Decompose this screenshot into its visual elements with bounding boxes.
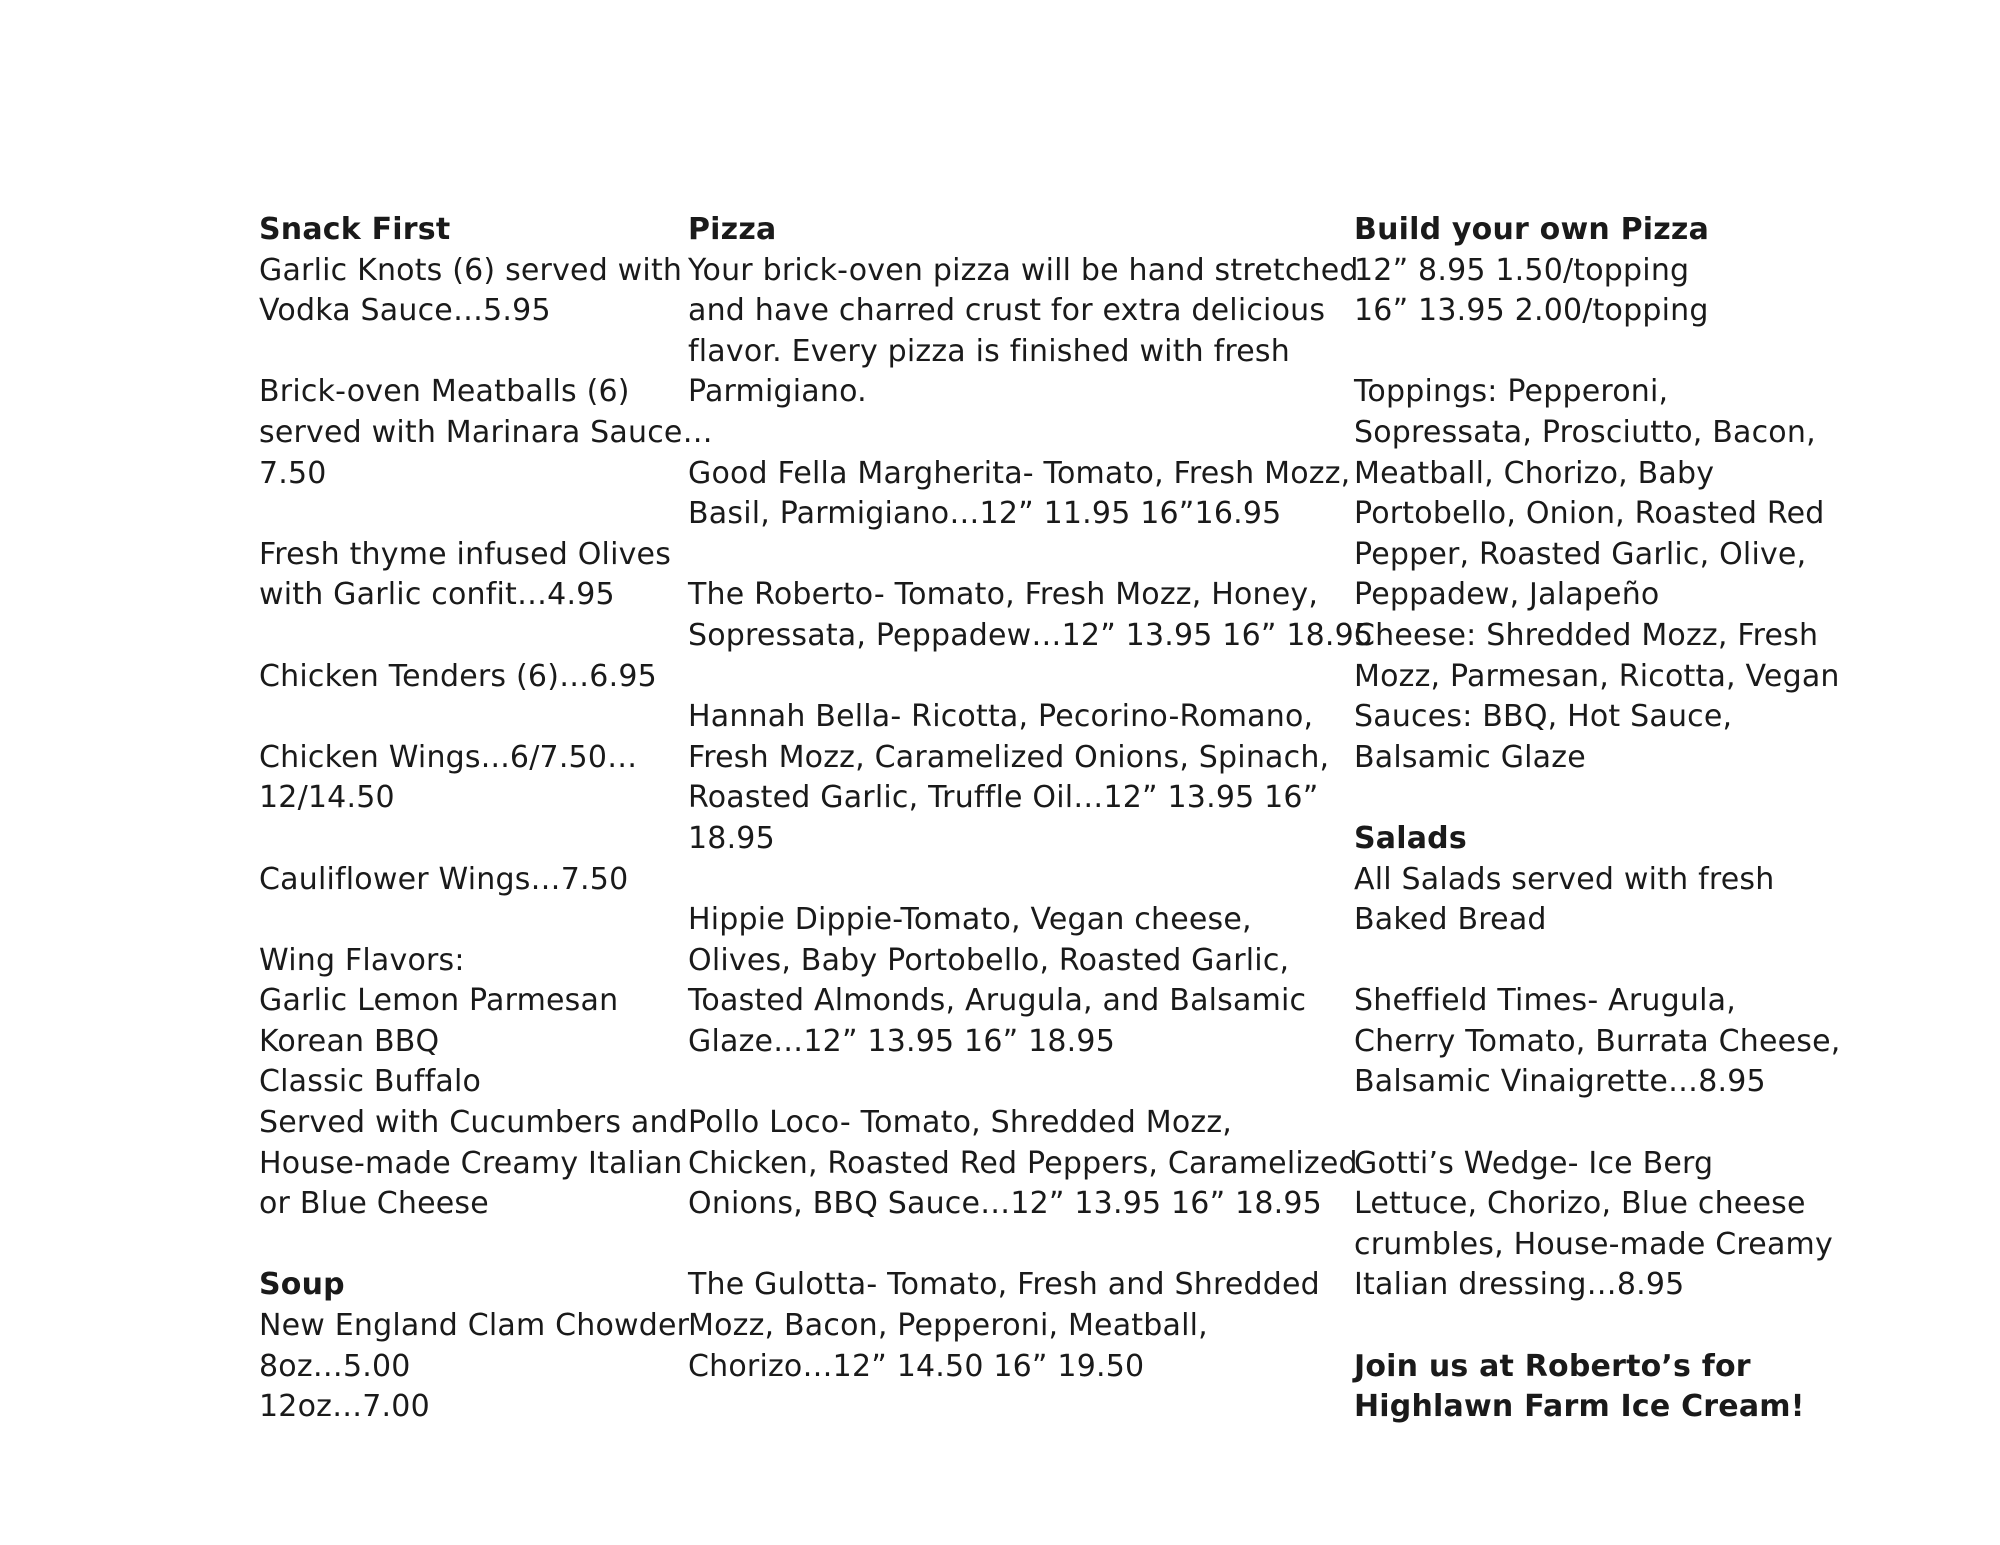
item-line: served with Marinara Sauce… [259,414,713,450]
item-line: Meatball, Chorizo, Baby [1354,455,1715,491]
item-line: 18.95 [688,820,775,856]
item-line: Toppings: Pepperoni, [1354,374,1669,410]
item-line: The Roberto- Tomato, Fresh Mozz, Honey, [688,577,1319,613]
item-line: Balsamic Glaze [1354,739,1586,775]
item-line: Glaze…12” 13.95 16” 18.95 [688,1023,1115,1059]
item-line: Garlic Knots (6) served with [259,252,683,288]
menu-column-middle [688,210,1374,1387]
item-line: Balsamic Vinaigrette…8.95 [1354,1064,1766,1100]
item-line: Cherry Tomato, Burrata Cheese, [1354,1023,1841,1059]
item-line: Fresh thyme infused Olives [259,536,672,572]
item-line: Brick-oven Meatballs (6) [259,374,630,410]
item-line: Sauces: BBQ, Hot Sauce, [1354,699,1733,735]
item-line: Roasted Garlic, Truffle Oil…12” 13.95 16” [688,780,1319,816]
item-line: Gotti’s Wedge- Ice Berg [1354,1145,1714,1181]
item-line: Parmigiano. [688,374,867,410]
item-line: 12” 8.95 1.50/topping [1354,252,1690,288]
item-line: with Garlic confit…4.95 [259,577,615,613]
menu-item-chicken-wings [259,738,679,819]
item-line: Served with Cucumbers and [259,1105,688,1141]
item-line: or Blue Cheese [259,1186,489,1222]
item-line: Onions, BBQ Sauce…12” 13.95 16” 18.95 [688,1186,1322,1222]
item-line: Vodka Sauce…5.95 [259,293,551,329]
promo-line: Join us at Roberto’s for [1354,1348,1751,1384]
item-line: Pollo Loco- Tomato, Shredded Mozz, [688,1105,1233,1141]
menu-item-the-gulotta [688,1265,1328,1387]
menu-item-cauliflower-wings [259,860,679,901]
item-line: Fresh Mozz, Caramelized Onions, Spinach, [688,739,1330,775]
section-heading-soup: Soup [259,1267,345,1303]
menu-item-the-roberto [688,575,1374,656]
item-line: Cheese: Shredded Mozz, Fresh [1354,617,1819,653]
salads-description [1354,860,1824,941]
menu-item-meatballs [259,372,713,494]
section-heading-salads: Salads [1354,820,1467,856]
item-line: 12/14.50 [259,780,395,816]
item-line: Olives, Baby Portobello, Roasted Garlic, [688,942,1290,978]
item-line: House-made Creamy Italian [259,1145,683,1181]
item-line: 12oz…7.00 [259,1389,430,1425]
item-line: Your brick-oven pizza will be hand stretched [688,252,1359,288]
menu-column-left [259,210,713,1428]
item-line: Toasted Almonds, Arugula, and Balsamic [688,983,1307,1019]
menu-item-good-fella-margherita [688,454,1351,535]
item-line: Hippie Dippie-Tomato, Vegan cheese, [688,902,1252,938]
item-line: Mozz, Parmesan, Ricotta, Vegan [1354,658,1840,694]
item-line: Korean BBQ [259,1023,440,1059]
item-line: 8oz…5.00 [259,1348,411,1384]
item-line: Lettuce, Chorizo, Blue cheese [1354,1186,1806,1222]
item-line: Classic Buffalo [259,1064,482,1100]
section-heading-build-your-own-pizza: Build your own Pizza [1354,212,1710,247]
item-line: 16” 13.95 2.00/topping [1354,293,1709,329]
item-line: flavor. Every pizza is finished with fresh [688,333,1290,369]
item-line: Sopressata, Peppadew…12” 13.95 16” 18.95 [688,617,1374,653]
item-line: Mozz, Bacon, Pepperoni, Meatball, [688,1308,1208,1344]
item-line: Chicken Wings...6/7.50… [259,739,638,775]
item-line: Baked Bread [1354,902,1547,938]
menu-item-chicken-tenders [259,657,679,698]
item-line: New England Clam Chowder [259,1308,690,1344]
byo-pricing [1354,251,1824,332]
item-line: Wing Flavors: [259,942,465,978]
item-line: Portobello, Onion, Roasted Red [1354,496,1825,532]
menu-item-hannah-bella [688,697,1328,859]
item-line: Italian dressing…8.95 [1354,1267,1685,1303]
menu-column-right [1354,210,1841,1428]
item-line: Sheffield Times- Arugula, [1354,983,1736,1019]
menu-item-pollo-loco [688,1103,1358,1225]
item-line: Chicken Tenders (6)…6.95 [259,658,657,694]
item-line: The Gulotta- Tomato, Fresh and Shredded [688,1267,1320,1303]
item-line: 7.50 [259,455,327,491]
byo-toppings-list [1354,372,1840,778]
menu-item-olives [259,535,679,616]
menu-item-wing-flavors [259,941,688,1225]
menu-item-sheffield-times [1354,981,1841,1103]
item-line: Sopressata, Prosciutto, Bacon, [1354,414,1816,450]
item-line: All Salads served with fresh [1354,861,1775,897]
pizza-description [688,251,1359,413]
section-heading-snack-first: Snack First [259,212,451,247]
item-line: Peppadew, Jalapeño [1354,577,1660,613]
promo-line: Highlawn Farm Ice Cream! [1354,1389,1805,1425]
item-line: Garlic Lemon Parmesan [259,983,619,1019]
menu-item-clam-chowder [259,1306,690,1428]
item-line: Chorizo…12” 14.50 16” 19.50 [688,1348,1145,1384]
item-line: and have charred crust for extra delicious [688,293,1326,329]
item-line: Cauliflower Wings…7.50 [259,861,629,897]
ice-cream-promo [1354,1347,1824,1428]
menu-item-gottis-wedge [1354,1144,1833,1306]
menu-item-garlic-knots [259,251,683,332]
item-line: Basil, Parmigiano…12” 11.95 16”16.95 [688,496,1282,532]
item-line: Pepper, Roasted Garlic, Olive, [1354,536,1807,572]
item-line: Good Fella Margherita- Tomato, Fresh Mozz, [688,455,1351,491]
section-heading-pizza: Pizza [688,212,777,247]
item-line: Hannah Bella- Ricotta, Pecorino-Romano, [688,699,1314,735]
item-line: Chicken, Roasted Red Peppers, Caramelized [688,1145,1358,1181]
menu-item-hippie-dippie [688,900,1328,1062]
item-line: crumbles, House-made Creamy [1354,1226,1833,1262]
